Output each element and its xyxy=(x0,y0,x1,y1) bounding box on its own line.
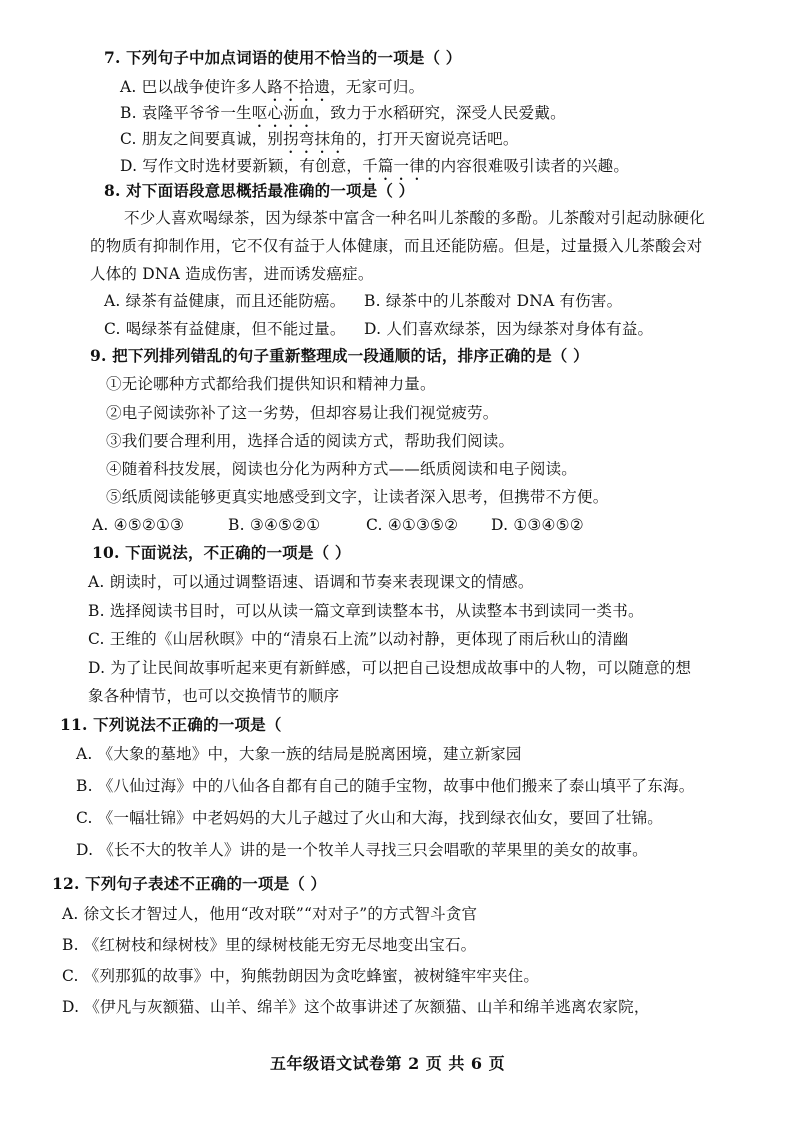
question-11-option-c: C. 《一幅壮锦》中老妈妈的大儿子越过了火山和大海，找到绿衣仙女，要回了壮锦。 xyxy=(76,809,663,827)
question-11-stem: 11. 下列说法不正确的一项是（ xyxy=(60,715,282,734)
question-12-option-a: A. 徐文长才智过人，他用“改对联”“对对子”的方式智斗贪官 xyxy=(62,905,478,923)
question-12-option-c: C. 《列那狐的故事》中，狗熊勃朗因为贪吃蜂蜜，被树缝牢牢夹住。 xyxy=(62,967,540,985)
question-7-option-d: D. 写作文时选材要新颖，有创意，千篇一律的内容很难吸引读者的兴趣。 xyxy=(120,157,630,175)
question-9-sentence-3: ③我们要合理利用，选择合适的阅读方式，帮助我们阅读。 xyxy=(106,432,515,450)
question-11-option-b: B. 《八仙过海》中的八仙各自都有自己的随手宝物，故事中他们搬来了泰山填平了东海。 xyxy=(76,777,695,795)
question-7-option-c: C. 朋友之间要真诚，别拐弯抹角的，打开天窗说亮话吧。 xyxy=(120,130,519,148)
question-9-option-b: B. ③④⑤②① xyxy=(228,516,321,534)
question-9-stem: 9. 把下列排列错乱的句子重新整理成一段通顺的话，排序正确的是（ ） xyxy=(90,346,589,365)
question-8-option-c: C. 喝绿茶有益健康，但不能过量。 xyxy=(104,320,346,338)
question-12-option-b: B. 《红树枝和绿树枝》里的绿树枝能无穷无尽地变出宝石。 xyxy=(62,936,477,954)
question-8-option-a: A. 绿茶有益健康，而且还能防癌。 xyxy=(104,292,346,310)
question-8-option-b: B. 绿茶中的儿茶酸对 DNA 有伤害。 xyxy=(364,292,623,310)
question-9-sentence-1: ①无论哪种方式都给我们提供知识和精神力量。 xyxy=(106,375,436,393)
question-12-option-d: D. 《伊凡与灰额猫、山羊、绵羊》这个故事讲述了灰额猫、山羊和绵羊逃离农家院， xyxy=(62,998,650,1016)
question-10-option-c: C. 王维的《山居秋暝》中的“清泉石上流”以动衬静，更体现了雨后秋山的清幽 xyxy=(88,630,629,648)
question-9-sentence-5: ⑤纸质阅读能够更真实地感受到文字，让读者深入思考，但携带不方便。 xyxy=(106,488,609,506)
question-10-stem: 10. 下面说法，不正确的一项是（ ） xyxy=(92,543,351,562)
question-10-option-d-line-2: 象各种情节，也可以交换情节的顺序 xyxy=(88,687,340,705)
question-9-option-d: D. ①③④⑤② xyxy=(491,516,584,534)
question-7-stem: 7. 下列句子中加点词语的使用不恰当的一项是（ ） xyxy=(104,48,462,67)
question-7-option-a: A. 巴以战争使许多人路不拾遗，无家可归。 xyxy=(120,78,425,96)
question-9-sentence-2: ②电子阅读弥补了这一劣势，但却容易让我们视觉疲劳。 xyxy=(106,404,499,422)
question-8-passage-line-2: 的物质有抑制作用，它不仅有益于人体健康，而且还能防癌。但是，过量摄入儿茶酸会对 xyxy=(90,237,703,255)
page-footer: 五年级语文试卷第 2 页 共 6 页 xyxy=(270,1054,506,1073)
question-10-option-b: B. 选择阅读书目时，可以从读一篇文章到读整本书，从读整本书到读同一类书。 xyxy=(88,602,644,620)
question-11-option-a: A. 《大象的墓地》中，大象一族的结局是脱离困境，建立新家园 xyxy=(76,745,522,763)
question-9-option-c: C. ④①③⑤② xyxy=(366,516,459,534)
question-11-option-d: D. 《长不大的牧羊人》讲的是一个牧羊人寻找三只会唱歌的苹果里的美女的故事。 xyxy=(76,841,648,859)
question-9-sentence-4: ④随着科技发展，阅读也分化为两种方式——纸质阅读和电子阅读。 xyxy=(106,460,578,478)
question-8-stem: 8. 对下面语段意思概括最准确的一项是（ ） xyxy=(104,181,415,200)
question-8-passage-line-1: 不少人喜欢喝绿茶，因为绿茶中富含一种名叫儿茶酸的多酚。儿茶酸对引起动脉硬化 xyxy=(124,209,705,227)
question-8-passage-line-3: 人体的 DNA 造成伤害，进而诱发癌症。 xyxy=(90,265,374,283)
question-12-stem: 12. 下列句子表述不正确的一项是（ ） xyxy=(52,874,327,893)
question-10-option-a: A. 朗读时，可以通过调整语速、语调和节奏来表现课文的情感。 xyxy=(88,573,534,591)
question-7-option-b: B. 袁隆平爷爷一生呕心沥血，致力于水稻研究，深受人民爱戴。 xyxy=(120,104,566,122)
question-8-option-d: D. 人们喜欢绿茶，因为绿茶对身体有益。 xyxy=(364,320,654,338)
question-10-option-d-line-1: D. 为了让民间故事听起来更有新鲜感，可以把自己设想成故事中的人物，可以随意的想 xyxy=(88,659,692,677)
question-9-option-a: A. ④⑤②①③ xyxy=(92,516,185,534)
